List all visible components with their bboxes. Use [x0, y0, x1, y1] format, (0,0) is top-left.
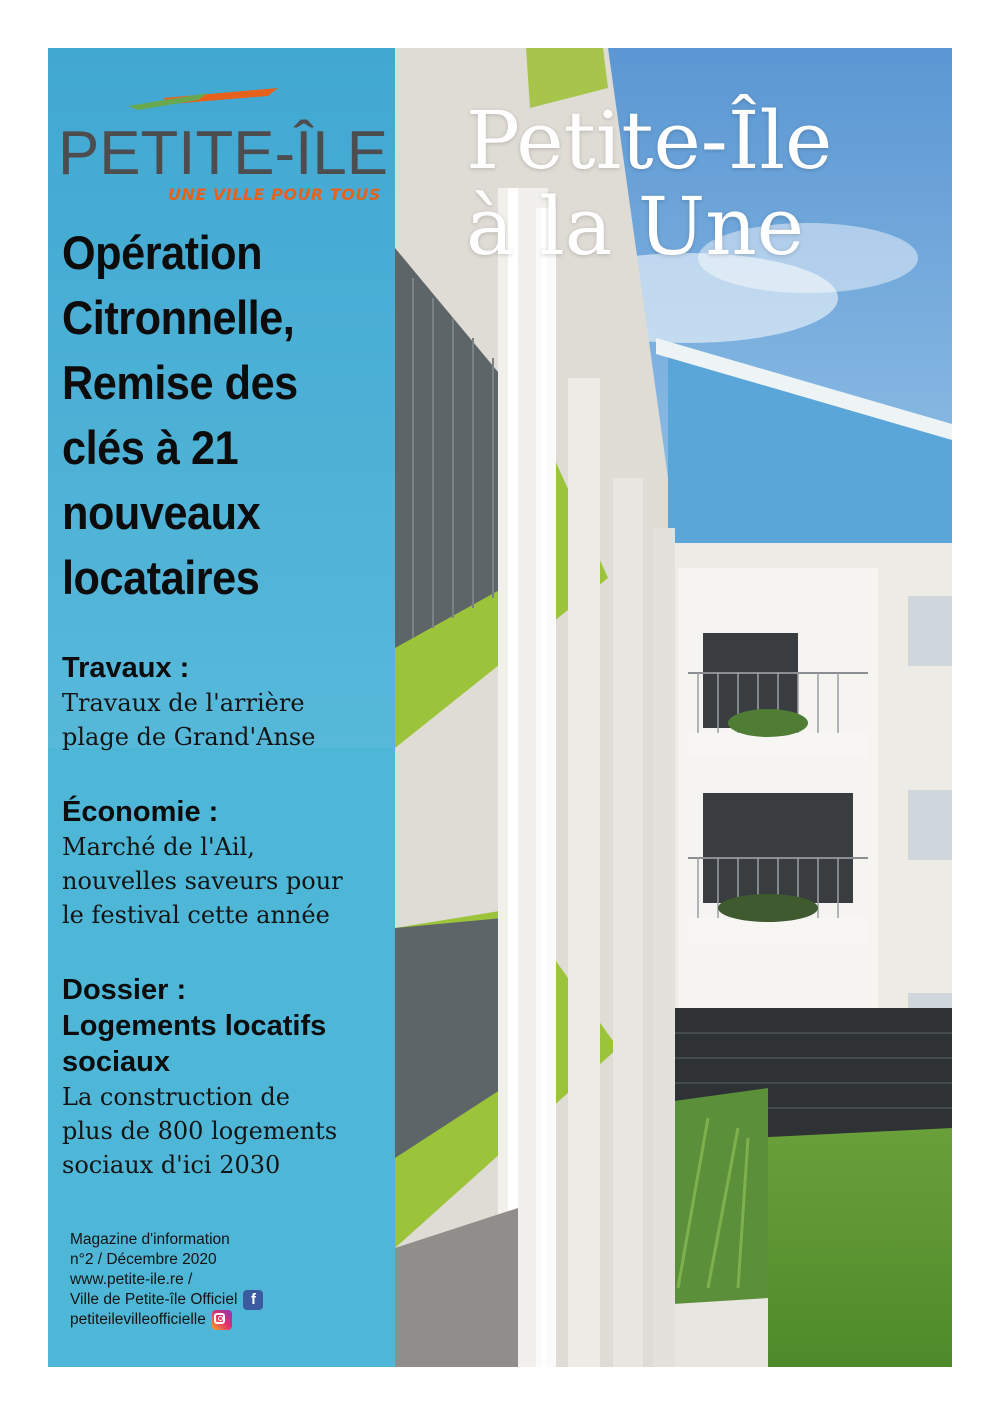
- facebook-line[interactable]: [70, 1290, 390, 1310]
- section-text-line: Marché de l'Ail,: [62, 833, 255, 861]
- section-title: Économie :: [62, 796, 219, 828]
- headline-line: clés à 21: [62, 421, 239, 474]
- issue-info: n°2 / Décembre 2020: [70, 1251, 217, 1268]
- section-dossier: [62, 972, 392, 1182]
- facebook-label: Ville de Petite-île Officiel: [70, 1291, 238, 1308]
- magazine-cover: [48, 48, 952, 1367]
- section-title: sociaux: [62, 1046, 170, 1078]
- section-title: Dossier :: [62, 974, 187, 1006]
- masthead: [466, 94, 946, 273]
- section-travaux: [62, 650, 392, 754]
- section-text-line: plage de Grand'Anse: [62, 723, 316, 751]
- instagram-label: petiteilevilleofficielle: [70, 1311, 206, 1328]
- instagram-line[interactable]: [70, 1310, 390, 1330]
- section-text-line: sociaux d'ici 2030: [62, 1151, 281, 1179]
- cover-footer: [70, 1230, 390, 1330]
- section-text-line: le festival cette année: [62, 901, 330, 929]
- city-logo: [58, 70, 388, 210]
- section-text-line: plus de 800 logements: [62, 1117, 338, 1145]
- headline-line: Opération: [62, 226, 263, 279]
- logo-wordmark-text: PETITE-ÎLE: [58, 119, 388, 188]
- section-text-line: Travaux de l'arrière: [62, 689, 305, 717]
- website-link[interactable]: www.petite-ile.re /: [70, 1271, 193, 1288]
- cover-headline: [62, 220, 366, 610]
- facebook-icon[interactable]: f: [243, 1290, 263, 1310]
- headline-line: nouveaux: [62, 486, 261, 539]
- headline-line: Citronnelle,: [62, 291, 295, 344]
- masthead-line-2: à la Une: [466, 180, 805, 273]
- headline-line: Remise des: [62, 356, 298, 409]
- section-economie: [62, 794, 392, 932]
- section-text-line: nouvelles saveurs pour: [62, 867, 343, 895]
- masthead-line-1: Petite-Île: [466, 94, 833, 187]
- logo-wordmark: [58, 78, 388, 188]
- section-text-line: La construction de: [62, 1083, 290, 1111]
- instagram-icon[interactable]: [212, 1310, 232, 1330]
- logo-tagline: UNE VILLE POUR TOUS: [168, 185, 381, 204]
- magazine-label: Magazine d'information: [70, 1231, 230, 1248]
- headline-line: locataires: [62, 551, 260, 604]
- section-title: Logements locatifs: [62, 1010, 327, 1042]
- section-title: Travaux :: [62, 652, 190, 684]
